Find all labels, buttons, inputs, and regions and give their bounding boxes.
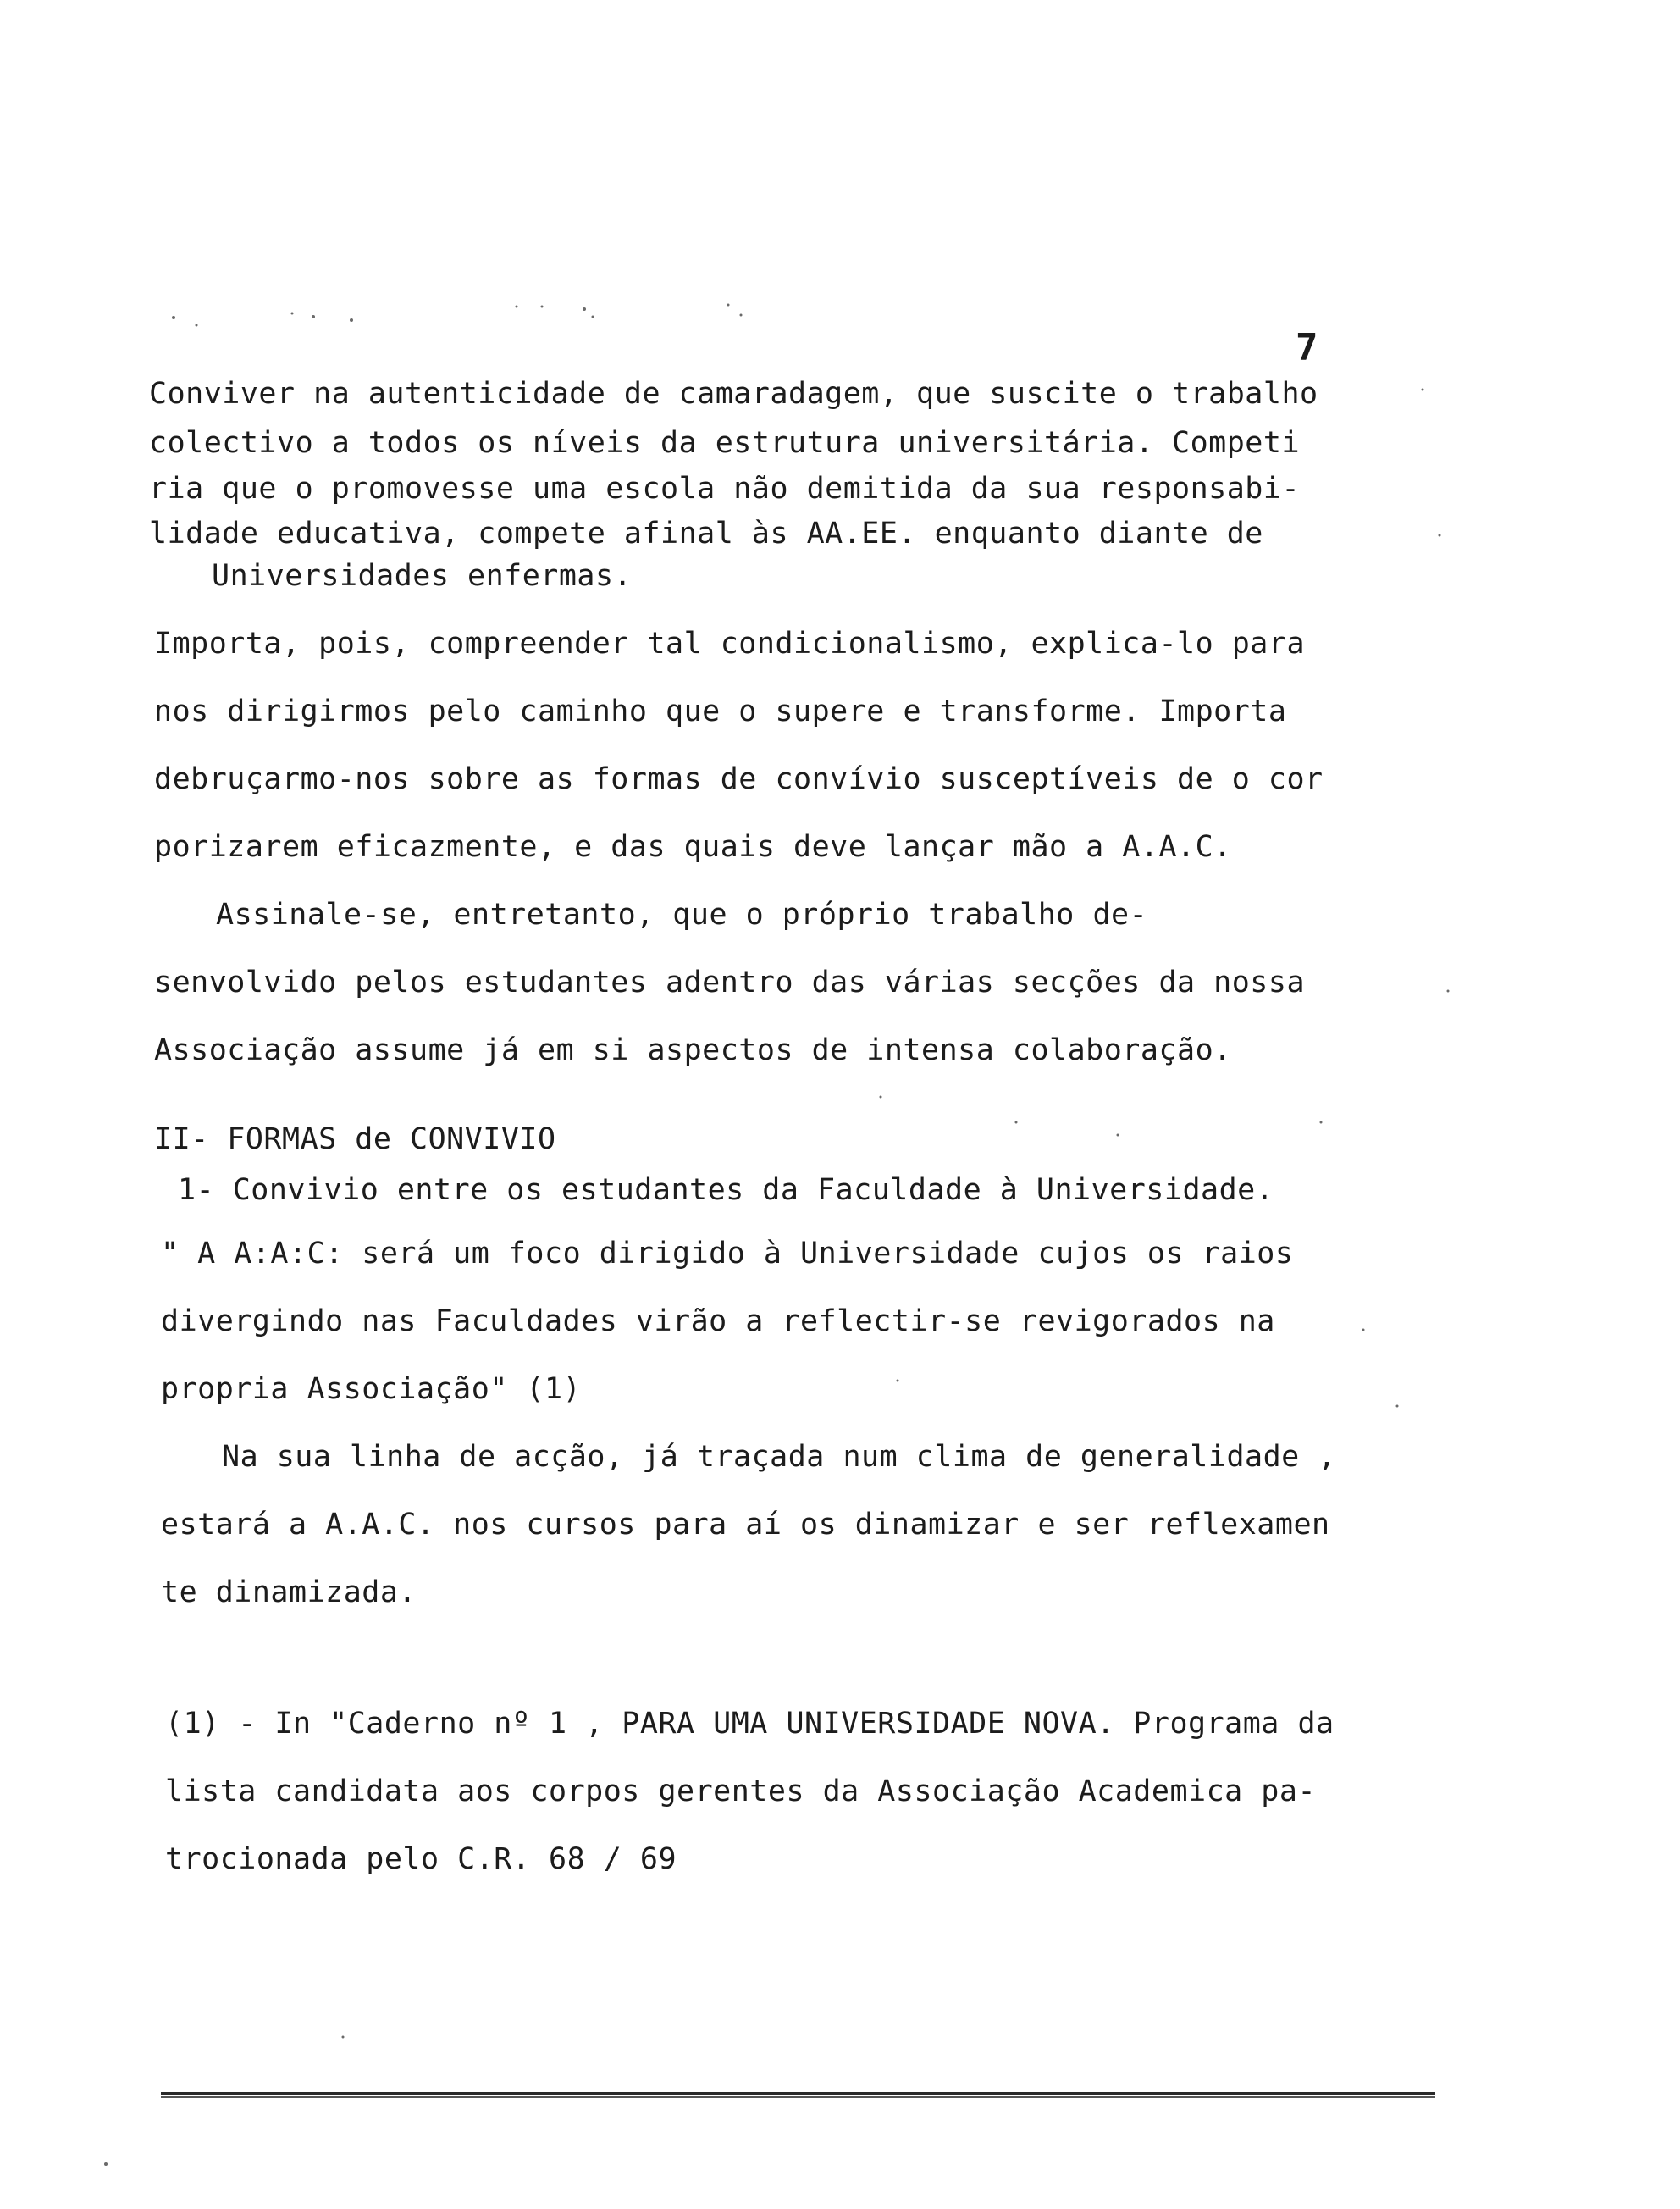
page-number: 7 bbox=[1296, 326, 1318, 369]
paragraph-line: Associação assume já em si aspectos de intensa colaboração. bbox=[154, 1033, 1232, 1067]
paragraph-line: colectivo a todos os níveis da estrutura universitária. Competi bbox=[149, 426, 1301, 460]
paragraph-line: ria que o promovesse uma escola não demitida da sua responsabi- bbox=[149, 472, 1301, 506]
paragraph-line: te dinamizada. bbox=[161, 1575, 417, 1609]
paragraph-line: debruçarmo-nos sobre as formas de convívio susceptíveis de o cor bbox=[154, 762, 1324, 796]
quote-line: propria Associação" (1) bbox=[161, 1372, 582, 1406]
paragraph-line: Na sua linha de acção, já traçada num clima de generalidade , bbox=[222, 1440, 1336, 1474]
paragraph-line: nos dirigirmos pelo caminho que o supere e transforme. Importa bbox=[154, 695, 1287, 728]
paragraph-line: Importa, pois, compreender tal condicionalismo, explica-lo para bbox=[154, 627, 1306, 661]
paragraph-line: Assinale-se, entretanto, que o próprio trabalho de- bbox=[216, 898, 1148, 932]
paragraph-line: lidade educativa, compete afinal às AA.EE. enquanto diante de bbox=[149, 517, 1263, 551]
quote-line: " A A:A:C: será um foco dirigido à Universidade cujos os raios bbox=[161, 1237, 1294, 1271]
subsection-heading: 1- Convivio entre os estudantes da Faculdade à Universidade. bbox=[178, 1173, 1274, 1207]
footnote-divider bbox=[161, 2092, 1435, 2098]
footnote-line: lista candidata aos corpos gerentes da Associação Academica pa- bbox=[165, 1774, 1317, 1808]
paragraph-line: estará a A.A.C. nos cursos para aí os dinamizar e ser reflexamen bbox=[161, 1508, 1330, 1542]
paragraph-line: senvolvido pelos estudantes adentro das várias secções da nossa bbox=[154, 966, 1306, 999]
footnote-line: trocionada pelo C.R. 68 / 69 bbox=[165, 1842, 677, 1876]
quote-line: divergindo nas Faculdades virão a reflectir-se revigorados na bbox=[161, 1304, 1275, 1338]
paragraph-line: Universidades enfermas. bbox=[212, 559, 633, 593]
paragraph-line: porizarem eficazmente, e das quais deve lançar mão a A.A.C. bbox=[154, 830, 1232, 864]
paragraph-line: Conviver na autenticidade de camaradagem, que suscite o trabalho bbox=[149, 377, 1318, 411]
section-heading: II- FORMAS de CONVIVIO bbox=[154, 1122, 556, 1156]
footnote-line: (1) - In "Caderno nº 1 , PARA UMA UNIVERSIDADE NOVA. Programa da bbox=[165, 1707, 1335, 1741]
